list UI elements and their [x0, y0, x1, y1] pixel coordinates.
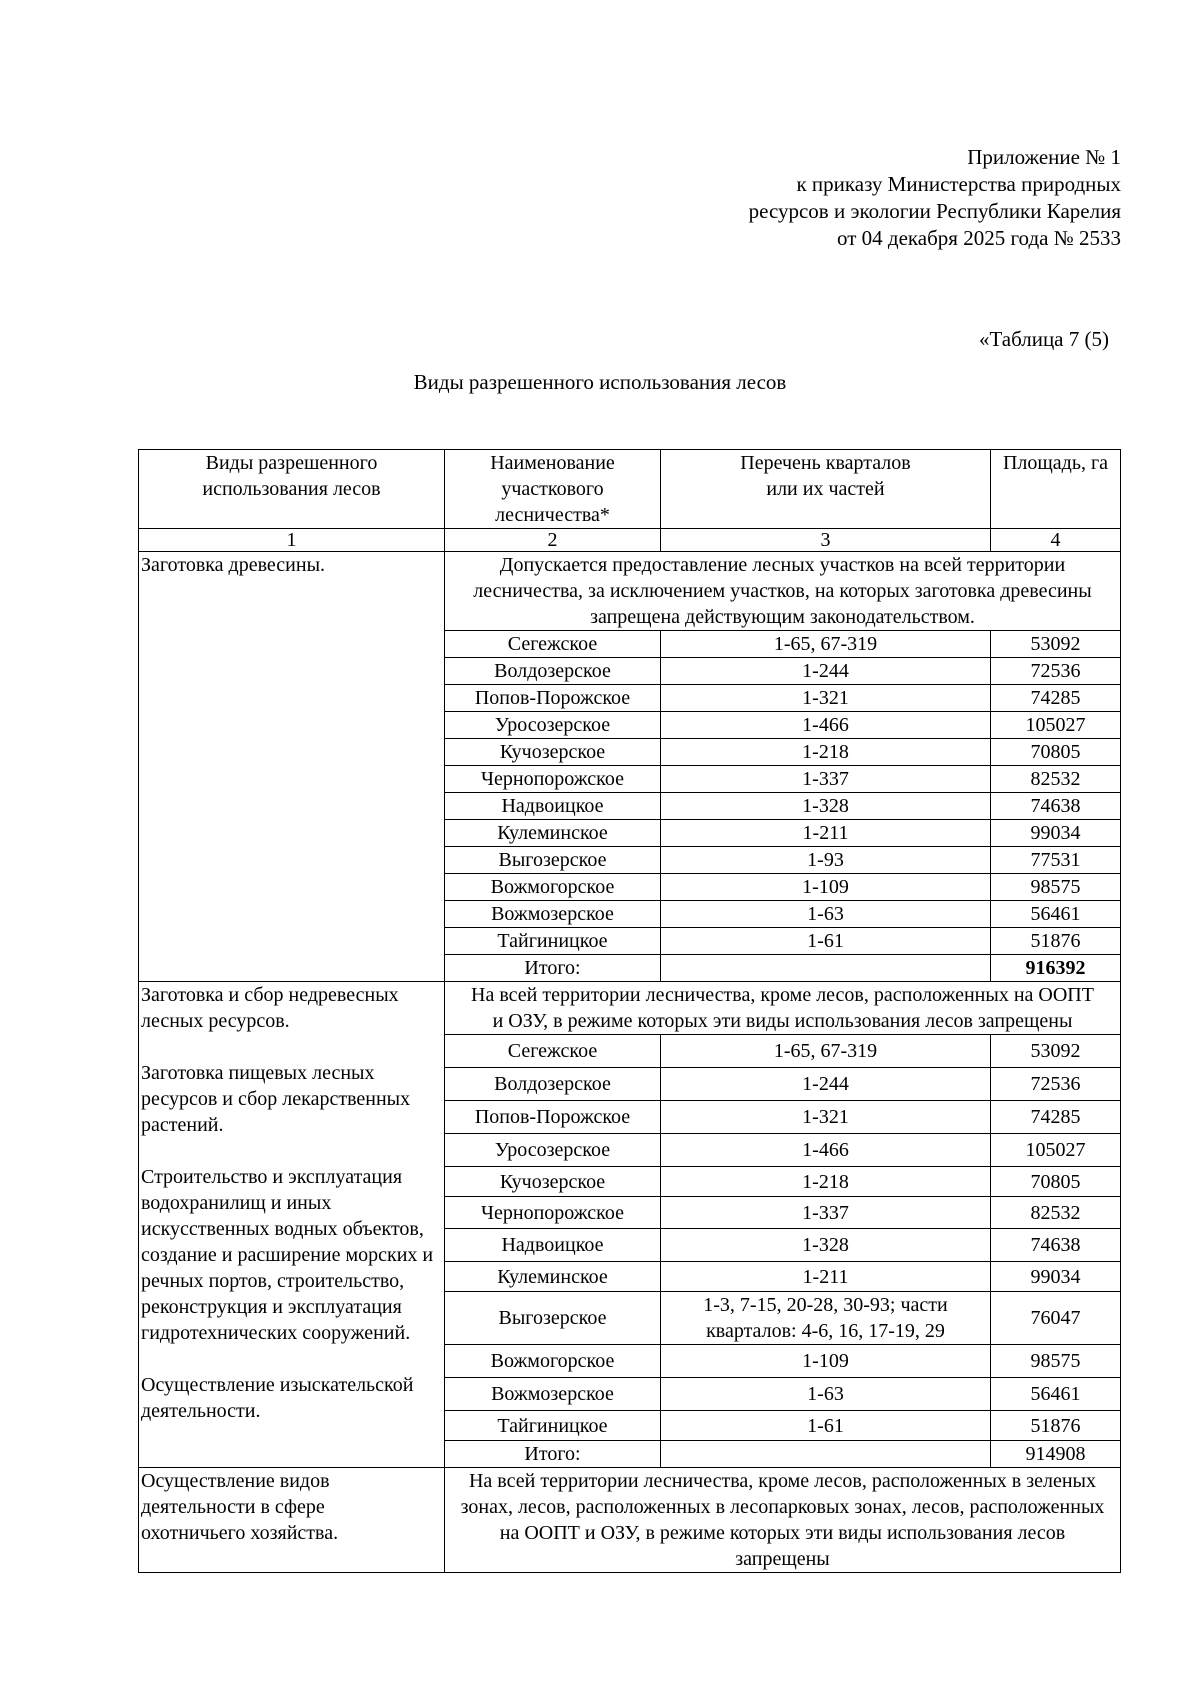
cell-area: 82532 [991, 1197, 1121, 1229]
cell-forestry: Попов-Порожское [445, 685, 661, 712]
total-label: Итого: [445, 1441, 661, 1468]
cell-area: 53092 [991, 631, 1121, 658]
table-header-row [139, 450, 1121, 529]
note-row [139, 552, 1121, 631]
appendix-line: ресурсов и экологии Республики Карелия [748, 199, 1121, 223]
forest-use-table [138, 449, 1121, 1573]
cell-quarters: 1-65, 67-319 [661, 631, 991, 658]
cell-quarters: 1-65, 67-319 [661, 1035, 991, 1068]
column-number-row [139, 529, 1121, 552]
cell-area: 51876 [991, 928, 1121, 955]
cell-area: 72536 [991, 1068, 1121, 1101]
cell-forestry: Вожмозерское [445, 1378, 661, 1411]
column-header: Наименование участкового лесничества* [445, 450, 661, 529]
cell-forestry: Чернопорожское [445, 766, 661, 793]
cell-area: 72536 [991, 658, 1121, 685]
cell-quarters: 1-109 [661, 874, 991, 901]
cell-area: 74285 [991, 685, 1121, 712]
column-number: 2 [445, 529, 661, 552]
total-value: 916392 [991, 955, 1121, 982]
section-timber [139, 552, 1121, 982]
column-number: 1 [139, 529, 445, 552]
activity-cell [139, 982, 445, 1468]
cell-forestry: Уросозерское [445, 1134, 661, 1167]
cell-area: 76047 [991, 1292, 1121, 1345]
cell-forestry: Волдозерское [445, 1068, 661, 1101]
cell-forestry: Кулеминское [445, 1262, 661, 1292]
cell-quarters: 1-328 [661, 1229, 991, 1262]
cell-forestry: Тайгиницкое [445, 1411, 661, 1441]
cell-forestry: Кулеминское [445, 820, 661, 847]
cell-forestry: Сегежское [445, 631, 661, 658]
cell-quarters: 1-211 [661, 1262, 991, 1292]
cell-quarters: 1-321 [661, 1101, 991, 1134]
cell-quarters: 1-3, 7-15, 20-28, 30-93; части кварталов: 4-6, 16, 17-19, 29 [661, 1292, 991, 1345]
note-cell: Допускается предоставление лесных участков на всей территории лесничества, за исключением участков, на которых заготовка древесины запрещена действующим законодательством. [445, 552, 1121, 631]
cell-forestry: Чернопорожское [445, 1197, 661, 1229]
cell-quarters: 1-244 [661, 1068, 991, 1101]
cell-area: 74638 [991, 793, 1121, 820]
note-cell: На всей территории лесничества, кроме лесов, расположенных на ООПТ и ОЗУ, в режиме которых эти виды использования лесов запрещены [445, 982, 1121, 1035]
column-header: Перечень кварталов или их частей [661, 450, 991, 529]
total-label: Итого: [445, 955, 661, 982]
cell-quarters: 1-244 [661, 658, 991, 685]
section-non-timber [139, 982, 1121, 1468]
cell-area: 56461 [991, 1378, 1121, 1411]
appendix-line: Приложение № 1 [967, 145, 1121, 169]
table-label: «Таблица 7 (5) [978, 327, 1109, 351]
cell-area: 105027 [991, 1134, 1121, 1167]
table-row [139, 1468, 1121, 1573]
cell-area: 99034 [991, 1262, 1121, 1292]
cell-forestry: Надвоицкое [445, 1229, 661, 1262]
cell-forestry: Волдозерское [445, 658, 661, 685]
cell-quarters: 1-321 [661, 685, 991, 712]
appendix-header [749, 144, 1121, 252]
cell-area: 70805 [991, 1167, 1121, 1197]
cell-quarters: 1-218 [661, 1167, 991, 1197]
cell-forestry: Кучозерское [445, 1167, 661, 1197]
cell-quarters: 1-63 [661, 901, 991, 928]
activity-text: Заготовка пищевых лесных ресурсов и сбор лекарственных растений. [141, 1062, 411, 1136]
cell-area: 51876 [991, 1411, 1121, 1441]
column-header: Площадь, га [991, 450, 1121, 529]
activity-cell [139, 552, 445, 982]
cell-area: 74638 [991, 1229, 1121, 1262]
cell-quarters: 1-61 [661, 928, 991, 955]
column-number: 3 [661, 529, 991, 552]
cell-quarters: 1-63 [661, 1378, 991, 1411]
cell-quarters: 1-61 [661, 1411, 991, 1441]
total-empty [661, 955, 991, 982]
cell-forestry: Вожмозерское [445, 901, 661, 928]
cell-quarters: 1-466 [661, 712, 991, 739]
activity-text: Строительство и эксплуатация водохранилищ и иных искусственных водных объектов, создание и расширение морских и речных портов, строительство, реконструкция и эксплуатация гидротехнических сооружений. [141, 1166, 434, 1344]
cell-forestry: Попов-Порожское [445, 1101, 661, 1134]
note-cell: На всей территории лесничества, кроме лесов, расположенных в зеленых зонах, лесов, расположенных в лесопарковых зонах, лесов, расположенных на ООПТ и ОЗУ, в режиме которых эти виды использования лесов запрещены [445, 1468, 1121, 1573]
cell-quarters: 1-93 [661, 847, 991, 874]
total-value: 914908 [991, 1441, 1121, 1468]
total-empty [661, 1441, 991, 1468]
activity-cell: Осуществление видов деятельности в сфере охотничьего хозяйства. [139, 1468, 445, 1573]
cell-quarters: 1-109 [661, 1345, 991, 1378]
cell-quarters: 1-466 [661, 1134, 991, 1167]
cell-quarters: 1-211 [661, 820, 991, 847]
activity-text: Заготовка древесины. [141, 554, 326, 576]
cell-forestry: Кучозерское [445, 739, 661, 766]
column-number: 4 [991, 529, 1121, 552]
cell-quarters: 1-328 [661, 793, 991, 820]
cell-forestry: Выгозерское [445, 847, 661, 874]
cell-area: 74285 [991, 1101, 1121, 1134]
cell-forestry: Уросозерское [445, 712, 661, 739]
cell-area: 82532 [991, 766, 1121, 793]
cell-forestry: Надвоицкое [445, 793, 661, 820]
cell-area: 56461 [991, 901, 1121, 928]
activity-text: Осуществление изыскательской деятельности. [141, 1374, 414, 1422]
cell-area: 98575 [991, 874, 1121, 901]
cell-quarters: 1-337 [661, 766, 991, 793]
cell-area: 70805 [991, 739, 1121, 766]
cell-area: 99034 [991, 820, 1121, 847]
cell-forestry: Тайгиницкое [445, 928, 661, 955]
cell-quarters: 1-337 [661, 1197, 991, 1229]
section-hunting [139, 1468, 1121, 1573]
cell-area: 98575 [991, 1345, 1121, 1378]
cell-forestry: Вожмогорское [445, 1345, 661, 1378]
appendix-line: от 04 декабря 2025 года № 2533 [837, 226, 1121, 250]
cell-quarters: 1-218 [661, 739, 991, 766]
page-title: Виды разрешенного использования лесов [413, 370, 787, 394]
cell-area: 77531 [991, 847, 1121, 874]
cell-area: 105027 [991, 712, 1121, 739]
cell-forestry: Выгозерское [445, 1292, 661, 1345]
cell-forestry: Вожмогорское [445, 874, 661, 901]
column-header: Виды разрешенного использования лесов [139, 450, 445, 529]
note-row [139, 982, 1121, 1035]
appendix-line: к приказу Министерства природных [796, 172, 1121, 196]
activity-text: Заготовка и сбор недревесных лесных ресурсов. [141, 984, 399, 1032]
cell-area: 53092 [991, 1035, 1121, 1068]
cell-forestry: Сегежское [445, 1035, 661, 1068]
